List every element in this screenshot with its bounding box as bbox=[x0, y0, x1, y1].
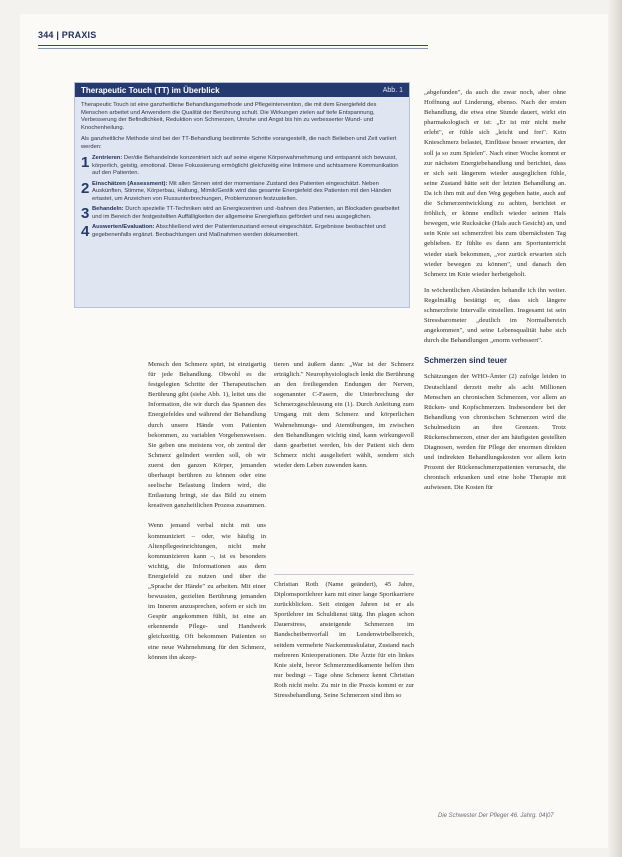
step-text: Durch spezielle TT-Techniken wird an Energiezentren und -bahnen des Patienten, an Blockaden gearbeitet und im Bereich der festgestellten Auffälligkeiten der allgemeine Energiefluss gefördert und neu ausgeglichen. bbox=[92, 206, 400, 220]
info-box-header bbox=[75, 83, 409, 97]
column-divider bbox=[274, 574, 414, 575]
body-paragraph: Schätzungen der WHO-Ämter (2) zufolge leiden in Deutschland derzeit mehr als acht Millionen Menschen an chronischen Schmerzen, vor allem an Rücken- und Kopfschmerzen. Insbesondere bei der Behandlung von chronischen Schmerzen wird die Schulmedizin an ihre Grenzen. Trotz Rückenschmerzen, einer der am häufigsten gestellten Diagnosen, werden für Pflege der enormen direkten und indirekten Behandlungskosten vor allem kein Prozent der Rückenschmerzpatienten verursacht, die chronisch erkranken und eine hohe Therapie mit aufwiesen. Die Kosten für bbox=[424, 373, 566, 492]
step-item bbox=[81, 224, 403, 239]
step-item bbox=[81, 206, 403, 221]
page-footer: Die Schwester Der Pfleger 46. Jahrg. 04|07 bbox=[438, 813, 554, 819]
case-study-column bbox=[274, 580, 414, 701]
body-paragraph: In wöchentlichen Abständen behandle ich ihn weiter. Regelmäßig bestätigt er, dass sich längere schmerzfreie Intervalle einstellen. Insgesamt ist sein Stressbarometer „deutlich im Normalbereich angekommen", und seine Lebensqualität habe sich durch die Behandlungen „enorm verbessert". bbox=[424, 286, 566, 345]
info-box-method: Als ganzheitliche Methode sind bei der TT-Behandlung bestimmte Schritte vorangestellt, die nach Belieben und Zeit variiert werden: bbox=[81, 136, 397, 150]
info-box-title: Therapeutic Touch (TT) im Überblick bbox=[81, 85, 220, 95]
step-item bbox=[81, 155, 403, 178]
info-box-tag: Abb. 1 bbox=[382, 86, 403, 94]
body-paragraph: tieren und äußern dann: „War ist der Schmerz erträglich." Neurophysiologisch lenkt die Berührung an den freiliegenden Endungen der Nerven, sogenannter C-Fasern, die Unterbrechung der Schmerzgeschleusung ein (1). Durch Anleitung zum Umgang mit dem Schmerz und körperlichen Wahrnehmungs- und Atemübungen, im zwischen den Behandlungen wichtig sind, kann wirkungsvoll dann gearbeitet werden, bis der Patient sich dem Schmerz nicht ausgeliefert wählt, sondern sich wieder dem Leben zuwenden kann. bbox=[274, 361, 414, 469]
body-column-3 bbox=[424, 88, 566, 494]
body-paragraph: Mensch den Schmerz spürt, ist einzigartig für jede Behandlung. Obwohl es die festgelegten Schritte der Therapeutischen Berührung gibt (siehe Abb. 1), leitet uns die Information, die wir durch das Spannen des Energiefeldes und während der Behandlung durch unsere Hände vom Patienten bekommen, zu variablen Vorgehensweisen. Sie geben uns meistens vor, ob zentral der Schmerz gelindert werden soll, ob wir zuerst den ganzen Körper, jemanden überhaupt berühren zu können oder eine seelische Belastung lindern wird, die Entlastung bringt, sie das Bild zu einem kreativen ganzheitlichen Prozess zusammen. bbox=[148, 361, 266, 510]
step-label: Auswerten/Evaluation: bbox=[92, 224, 155, 230]
body-column-1 bbox=[148, 360, 266, 663]
info-box-body bbox=[75, 97, 409, 239]
page-label: 344 | PRAXIS bbox=[38, 30, 97, 40]
body-column-2 bbox=[274, 360, 414, 471]
step-number: 1 bbox=[81, 154, 90, 171]
step-item bbox=[81, 181, 403, 204]
header-rule bbox=[38, 45, 428, 46]
step-text: Der/die Behandelnde konzentriert sich auf seine eigene Körperwahrnehmung und entspannt sich bewusst, körperlich, geistig, emotional. Diese Fokussierung ermöglicht gleichzeitig eine Intimere und achtsamere Kommunikation auf den Patienten. bbox=[92, 155, 399, 176]
step-number: 3 bbox=[81, 205, 90, 222]
body-paragraph: „abgefunden", da auch die zwar noch, aber ohne Hoffnung auf Linderung, ebenso. Nach der ersten Behandlung, die etwa eine Stunde dauert, wirkt ein pharmakologisch er ist: „Er ist mir nicht mehr erlebt", er fühle sich „leicht und frei". Kein Knieschmerz belastet, Einflüsse besser erwarten, der soll ja so zum Spielen". Nach einer Woche kommt er zur nächsten Energiebehandlung und berichtet, dass er sich seit längerem wieder ausgeglichen fühle, seine Zustand hätte seit der letzten Behandlung an. Da ich ihm mit auf den Weg gegeben hatte, auch auf die Schmerzentwicklung zu achten, berichtet er fröhlich, er könne endlich wieder seinen Hals bewegen, wie Rucksäcke (Hals auch Gesicht) an, und sein Knie sei schmerzfrei bis zum übernächsten Tag geblieben. Er fühlte es dann am Sportunterricht wieder stark bekommen, „vor zurück erwarten sich wieder bewegen zu können", und danach den Schmerz im Knie wieder herbeigeholt. bbox=[424, 89, 566, 278]
step-text: Abschließend wird der Patientenzustand erneut eingeschätzt. Ergebnisse beobachtet und gegebenenfalls ergänzt. Beobachtungen und Maßnahmen werden dokumentiert. bbox=[92, 224, 386, 238]
body-paragraph: Wenn jemand verbal nicht mit uns kommuniziert – oder, wie häufig in Altenpflegeeinrichtungen, nicht mehr kommunizieren kann –, ist es besonders wichtig, die Informationen aus dem Energiefeld zu nutzen und über die „Sprache der Hände" zu arbeiten. Mit einer bewussten, gezielten Berührung jemanden im Inneren anzusprechen, sofern er sich im Gespür angekommen fühlt, ist eine an erkennende Pflege- und Handwerk gleichzeitig. Oft bekommen Patienten so eine neue Wahrnehmung für den Schmerz, können ihn akzep- bbox=[148, 522, 266, 661]
step-label: Einschätzen (Assessment): bbox=[92, 180, 168, 187]
section-heading: Schmerzen sind teuer bbox=[424, 356, 508, 366]
step-number: 2 bbox=[81, 179, 90, 197]
info-box bbox=[74, 82, 410, 308]
step-text: Mit allen Sinnen wird der momentane Zustand des Patienten eingeschätzt. Neben Auskünften, Stimme, Körperbau, Haltung, Mimik/Gestik wird das gesamte Energiefeld des Patienten mit den Händen ertastet, um Anzeichen von Flussunterbrechungen, Problemzonen festzustellen. bbox=[92, 180, 392, 202]
step-label: Behandeln: bbox=[92, 206, 124, 212]
info-box-intro: Therapeutic Touch ist eine ganzheitliche Behandlungsmethode und Pflegeintervention, die mit dem Energiefeld des Menschen arbeitet und Anwendern die Qualität der Berührung schult. Die Wirkungen zielen auf tiefe Entspannung, Verbesserung der Befindlichkeit, Reduktion von Schmerzen, Unruhe und Angst bis hin zu verbesserter Wund- und Knochenheilung. bbox=[81, 102, 377, 131]
header-rule-secondary bbox=[38, 48, 428, 49]
case-study-paragraph: Christian Roth (Name geändert), 45 Jahre, Diplomsportlehrer kam mit einer lange Sportkarriere zurückblicken. Seit einigen Jahren ist er als Sportlehrer im Schuldienst tätig. Ihn plagen schon Dauerstress, ansteigende Schmerzen im Bandscheibenvorfall im Lendenwirbelbereich, seitdem vermehrte Nackenmuskulatur, Zustand nach mehreren Knieoperationen. Die Ärzte für ein linkes Knie sieht, bevor Schmerzmedikamente helfen ihm nur bedingt – Tage ohne Schmerz kennt Christian Roth nicht mehr. Zu mir in die Praxis kommt er zur Stressbehandlung. Seine Schmerzen sind ihm so bbox=[274, 581, 414, 700]
step-number: 4 bbox=[81, 223, 90, 240]
step-label: Zentrieren: bbox=[92, 155, 123, 161]
page-edge bbox=[608, 0, 622, 857]
